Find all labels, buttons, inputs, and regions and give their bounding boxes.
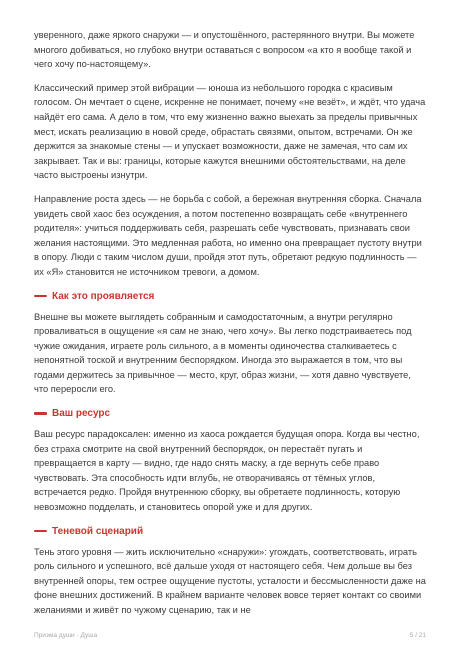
section-text: Ваш ресурс парадоксален: именно из хаоса рождается будущая опора. Когда вы честно, без страха смотрите на свой внутренний беспорядок, он перестаёт пугать и превращается в карту — видно, где надо снять маску, а где вернуть себе право чувствовать. Эта способность идти вглубь, не отворачиваясь от тёмных углов, встречается редко. Пройдя внутреннюю сборку, вы обретаете подлинность, которую невозможно подделать, и становитесь опорой уже и для других. [34,429,420,513]
section-manifestation [34,291,426,398]
section-shadow-scenario [34,526,426,618]
paragraph-2: Классический пример этой вибрации — юноша из небольшого городка с красивым голосом. Он мечтает о сцене, искренне не понимает, почему «не везёт», и ждёт, что удача найдёт его сама. А дело в том, что ему жизненно важно выехать за пределы привычных мест, искать реализацию в новой среде, обрастать связями, опытом, встречами. Он же держится за знакомые стены — и упускает возможности, даже не замечая, что сам их закрывает. Так и вы: границы, которые кажутся внешними обстоятельствами, на деле часто выстроены изнутри. [34,82,426,181]
section-heading [34,526,426,537]
section-title: Как это проявляется [52,290,155,302]
page-footer [34,632,426,639]
section-title: Ваш ресурс [52,408,111,420]
accent-bar-icon [34,412,47,415]
section-resource [34,408,426,515]
section-heading [34,291,426,302]
section-text: Тень этого уровня — жить исключительно «снаружи»: угождать, соответствовать, играть роль сильного и успешного, всё дальше уходя от настоящего себя. Чем дольше вы без внутренней опоры, тем острее ощущение пустоты, усталости и бессмысленности даже на фоне внешних достижений. В крайнем варианте человек вовсе теряет контакт со своими желаниями и живёт по чужому сценарию, так и не [34,546,426,615]
page-number: 5 / 21 [409,632,426,639]
footer-title: Призма души · Душа [34,632,98,639]
section-heading [34,408,426,419]
accent-bar-icon [34,295,47,298]
section-title: Теневой сценарий [52,525,144,537]
accent-bar-icon [34,530,47,533]
paragraph-3: Направление роста здесь — не борьба с собой, а бережная внутренняя сборка. Сначала увидеть свой хаос без осуждения, а потом постепенно возвращать себе «внутреннего родителя»: учиться поддерживать себя, разрешать себе чувствовать, признавать свои желания настоящими. Это медленная работа, но именно она превращает пустоту внутри в опору. Люди с таким числом души, пройдя этот путь, обретают редкую подлинность — их «Я» становится не источником тревоги, а домом. [34,193,422,277]
section-text: Внешне вы можете выглядеть собранным и самодостаточным, а внутри регулярно проваливаться в ощущение «я сам не знаю, чего хочу». Вы легко подстраиваетесь под чужие ожидания, играете роль сильного, а в моменты одиночества сталкиваетесь с непонятной тоской и внутренним беспорядком. Иногда это выражается в том, что вы годами держитесь за привычное — место, круг, образ жизни, — хотя давно чувствуете, что переросли его. [34,311,412,395]
paragraph-1: уверенного, даже яркого снаружи — и опустошённого, растерянного внутри. Вы можете многого добиваться, но глубоко внутри оставаться с вопросом «а кто я вообще такой и чего хочу по-настоящему». [34,30,415,70]
